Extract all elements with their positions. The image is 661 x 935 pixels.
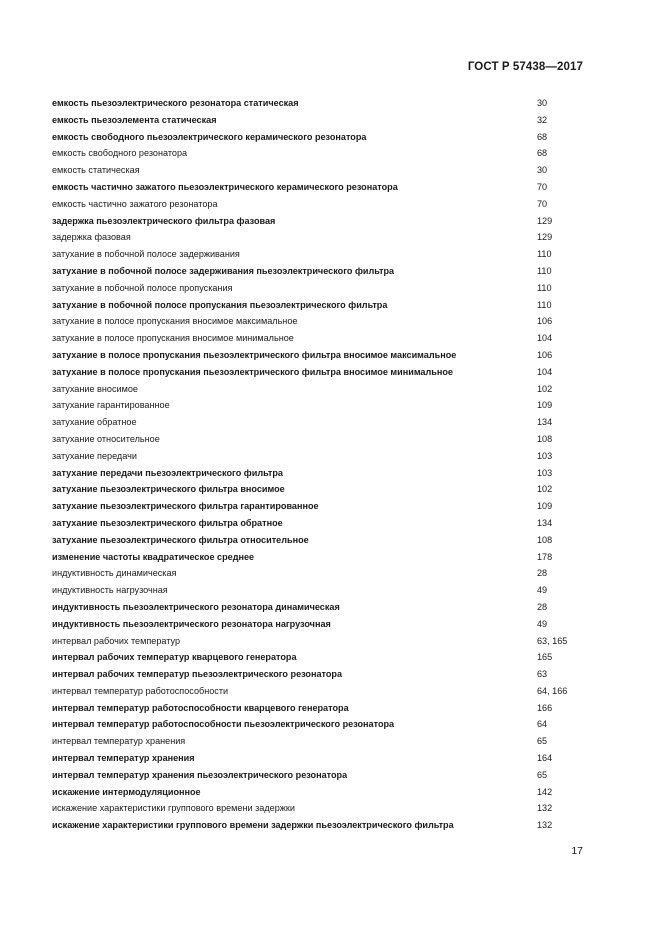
index-page-ref: 28 <box>537 568 548 579</box>
index-entry <box>52 800 592 817</box>
index-term: затухание относительное <box>52 433 160 444</box>
index-entry <box>52 448 592 465</box>
index-page-ref: 132 <box>537 820 553 831</box>
index-page-ref: 166 <box>537 702 553 713</box>
index-term: емкость частично зажатого резонатора <box>52 198 218 209</box>
index-entry <box>52 95 592 112</box>
index-term: затухание в побочной полосе задерживания пьезоэлектрического фильтра <box>52 265 395 276</box>
index-entry <box>52 700 592 717</box>
index-page-ref: 70 <box>537 198 548 209</box>
index-page-ref: 65 <box>537 769 548 780</box>
index-entry <box>52 246 592 263</box>
index-entry <box>52 229 592 246</box>
index-page-ref: 110 <box>537 282 552 293</box>
index-page-ref: 68 <box>537 131 548 142</box>
index-term: затухание в побочной полосе пропускания пьезоэлектрического фильтра <box>52 299 388 310</box>
index-entry <box>52 565 592 582</box>
index-term: интервал температур хранения пьезоэлектрического резонатора <box>52 769 348 780</box>
index-entry <box>52 784 592 801</box>
index-entry <box>52 649 592 666</box>
index-term: емкость свободного пьезоэлектрического керамического резонатора <box>52 131 367 142</box>
index-page-ref: 165 <box>537 652 553 663</box>
index-entry <box>52 549 592 566</box>
index-page-ref: 32 <box>537 114 548 125</box>
index-term: задержка пьезоэлектрического фильтра фазовая <box>52 215 276 226</box>
index-page-ref: 63, 165 <box>537 635 568 646</box>
index-term: затухание передачи пьезоэлектрического фильтра <box>52 467 283 478</box>
index-entry <box>52 515 592 532</box>
index-page-ref: 104 <box>537 366 553 377</box>
index-term: индуктивность динамическая <box>52 568 177 579</box>
index-entry <box>52 582 592 599</box>
index-term: интервал температур работоспособности пьезоэлектрического резонатора <box>52 719 395 730</box>
document-header: ГОСТ Р 57438—2017 <box>467 61 583 73</box>
index-term: затухание в полосе пропускания пьезоэлектрического фильтра вносимое максимальное <box>52 349 457 360</box>
index-entry <box>52 767 592 784</box>
index-term: интервал температур хранения <box>52 753 195 764</box>
index-term: емкость пьезоэлектрического резонатора статическая <box>52 98 299 108</box>
index-term: изменение частоты квадратическое среднее <box>52 551 255 562</box>
index-page-ref: 70 <box>537 181 548 192</box>
index-entry <box>52 817 592 834</box>
index-entry <box>52 633 592 650</box>
index-term: затухание передачи <box>52 450 137 461</box>
index-term: затухание пьезоэлектрического фильтра вносимое <box>52 484 285 495</box>
index-page-ref: 49 <box>537 585 548 596</box>
index-page-ref: 129 <box>537 215 553 226</box>
index-page-ref: 142 <box>537 786 553 797</box>
index-term: емкость свободного резонатора <box>52 148 188 159</box>
index-entry <box>52 129 592 146</box>
index-page-ref: 134 <box>537 417 553 428</box>
index-page-ref: 129 <box>537 232 553 243</box>
index-page-ref: 68 <box>537 148 548 159</box>
index-entry <box>52 196 592 213</box>
index-term: индуктивность пьезоэлектрического резонатора нагрузочная <box>52 618 331 629</box>
index-entry <box>52 145 592 162</box>
index-entry <box>52 666 592 683</box>
index-entry <box>52 297 592 314</box>
index-page-ref: 109 <box>537 400 553 411</box>
index-page-ref: 164 <box>537 753 553 764</box>
index-page-ref: 64 <box>537 719 548 730</box>
index-term: интервал температур хранения <box>52 736 186 747</box>
index-page-ref: 30 <box>537 165 548 176</box>
index-term: искажение характеристики группового времени задержки <box>52 803 295 814</box>
index-page-ref: 102 <box>537 484 553 495</box>
index-term: емкость статическая <box>52 165 140 176</box>
index-term: интервал температур работоспособности <box>52 685 229 696</box>
index-entry <box>52 162 592 179</box>
index-term: индуктивность нагрузочная <box>52 585 168 596</box>
index-entry <box>52 330 592 347</box>
index-term: задержка фазовая <box>52 232 131 243</box>
index-entry <box>52 213 592 230</box>
index-page-ref: 132 <box>537 803 553 814</box>
index-term: индуктивность пьезоэлектрического резонатора динамическая <box>52 601 340 612</box>
index-term: затухание в полосе пропускания вносимое максимальное <box>52 316 298 327</box>
index-term: искажение интермодуляционное <box>52 786 201 797</box>
index-page-ref: 110 <box>537 265 552 276</box>
index-page-ref: 108 <box>537 534 553 545</box>
index-term: затухание в побочной полосе задерживания <box>52 249 240 260</box>
index-page-ref: 106 <box>537 349 553 360</box>
page-number: 17 <box>571 845 583 857</box>
index-page-ref: 28 <box>537 601 548 612</box>
index-entry <box>52 683 592 700</box>
index-entry <box>52 599 592 616</box>
index-term: емкость частично зажатого пьезоэлектрического керамического резонатора <box>52 181 398 192</box>
index-term: затухание пьезоэлектрического фильтра гарантированное <box>52 501 319 512</box>
index-entry <box>52 716 592 733</box>
index-entry <box>52 532 592 549</box>
index-entry <box>52 465 592 482</box>
index-page-ref: 65 <box>537 736 548 747</box>
index-term: затухание вносимое <box>52 383 138 394</box>
index-page-ref: 104 <box>537 333 553 344</box>
index-page-ref: 110 <box>537 299 552 310</box>
index-term: затухание в побочной полосе пропускания <box>52 282 233 293</box>
index-entry <box>52 414 592 431</box>
index-entry <box>52 750 592 767</box>
index-entry <box>52 381 592 398</box>
index-term: затухание гарантированное <box>52 400 170 411</box>
index-page-ref: 103 <box>537 450 553 461</box>
index-entry <box>52 733 592 750</box>
index-entry <box>52 179 592 196</box>
index-entry <box>52 263 592 280</box>
index-entry <box>52 280 592 297</box>
index-term: затухание пьезоэлектрического фильтра относительное <box>52 534 309 545</box>
index-page-ref: 106 <box>537 316 553 327</box>
index-term: затухание в полосе пропускания пьезоэлектрического фильтра вносимое минимальное <box>52 366 453 377</box>
index-entry <box>52 364 592 381</box>
index-term: искажение характеристики группового времени задержки пьезоэлектрического фильтра <box>52 820 454 831</box>
index-page-ref: 178 <box>537 551 553 562</box>
index-term: затухание обратное <box>52 417 137 428</box>
index-page-ref: 30 <box>537 98 548 108</box>
index-term: емкость пьезоэлемента статическая <box>52 114 217 125</box>
index-page-ref: 108 <box>537 433 553 444</box>
index-page-ref: 109 <box>537 501 553 512</box>
index-page-ref: 63 <box>537 669 548 680</box>
index-entry <box>52 112 592 129</box>
index-term: затухание в полосе пропускания вносимое минимальное <box>52 333 294 344</box>
index-entry <box>52 431 592 448</box>
index-entry <box>52 498 592 515</box>
alphabetical-index <box>52 95 592 834</box>
index-term: затухание пьезоэлектрического фильтра обратное <box>52 517 283 528</box>
index-page-ref: 64, 166 <box>537 685 568 696</box>
index-page-ref: 102 <box>537 383 553 394</box>
index-page-ref: 103 <box>537 467 553 478</box>
index-entry <box>52 481 592 498</box>
index-term: интервал рабочих температур <box>52 635 181 646</box>
index-term: интервал рабочих температур пьезоэлектрического резонатора <box>52 669 343 680</box>
index-term: интервал рабочих температур кварцевого генератора <box>52 652 297 663</box>
index-entry <box>52 313 592 330</box>
index-entry <box>52 616 592 633</box>
index-entry <box>52 347 592 364</box>
index-page-ref: 110 <box>537 249 552 260</box>
index-term: интервал температур работоспособности кварцевого генератора <box>52 702 349 713</box>
index-page-ref: 134 <box>537 517 553 528</box>
index-page-ref: 49 <box>537 618 548 629</box>
index-entry <box>52 397 592 414</box>
